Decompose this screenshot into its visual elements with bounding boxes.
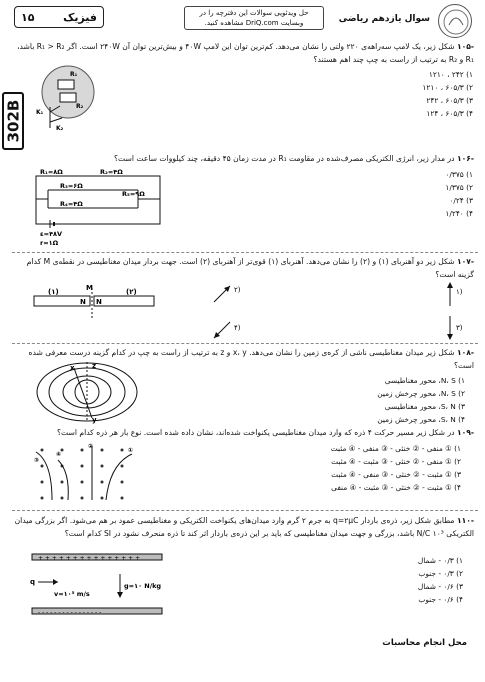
question-text: مطابق شکل زیر، ذره‌ی باردار q=۲μC به جرم ۲ گرم وارد میدان‌های یکنواخت الکتریکی و مغناطیسی عمود بر هم می‌شود. اگر بزرگی میدان الکتریکی ۱۰³ N/C باشد، بزرگی و جهت میدان مغناطیسی که باید بر این ذره‌ی باردار اثر کند تا ذره منحرف نشود در SI کدام است؟ <box>14 516 474 538</box>
option-4[interactable]: ۴) ① مثبت - ② خنثی - ③ مثبت - ④ منفی <box>331 483 461 492</box>
question-106 <box>14 152 474 165</box>
question-text: در شکل زیر مسیر حرکت ۴ ذره که وارد میدان مغناطیسی یکنواخت شده‌اند، نشان داده شده است. نوع بار هر ذره کدام است؟ <box>57 428 455 437</box>
particle-paths-figure <box>32 442 136 502</box>
option-4[interactable]: ۴) ۰/۶ - جنوب <box>418 595 463 604</box>
question-number: -۱۱۰ <box>456 516 474 525</box>
divider <box>12 252 478 253</box>
option-3[interactable]: ۳) S، N، محور مغناطیسی <box>384 402 465 411</box>
option-4[interactable]: ۴) <box>234 324 241 332</box>
option-1[interactable]: ۱) ① منفی - ② خنثی - ③ منفی - ④ مثبت <box>330 444 461 453</box>
option-4[interactable]: ۴) ۱/۲۴۰ <box>445 209 473 218</box>
q107-option-arrows-right <box>440 278 474 344</box>
svg-text:+ + + + + + + + + + + + + + +: + + + + + + + + + + + + + + + <box>38 555 141 562</box>
resistor-r3-label: R₃=۶Ω <box>60 182 83 190</box>
question-109 <box>14 426 474 439</box>
question-110 <box>14 514 474 540</box>
option-4[interactable]: ۴) S، N، محور چرخش زمین <box>377 415 465 424</box>
option-2[interactable]: ۲) <box>234 286 241 294</box>
q110-options <box>363 554 463 606</box>
velocity-label: v=۱۰⁵ m/s <box>54 590 90 598</box>
option-1[interactable]: ۱) N، S، محور مغناطیسی <box>384 376 465 385</box>
booklet-title: سوال یازدهم ریاضی <box>338 14 430 24</box>
question-number: -۱۰۹ <box>456 428 474 437</box>
internal-resistance-label: r=۱Ω <box>40 239 59 247</box>
svg-text:K₁: K₁ <box>36 109 44 116</box>
point-m-label: M <box>86 284 93 292</box>
question-number: -۱۰۶ <box>456 154 474 163</box>
option-1[interactable]: ۱) <box>456 288 463 296</box>
option-2[interactable]: ۲) N، S، محور چرخش زمین <box>377 389 465 398</box>
option-2[interactable]: ۲) ۱/۳۷۵ <box>445 183 473 192</box>
pole-n-left: N <box>80 298 86 306</box>
page-header <box>14 6 472 36</box>
question-text: شکل زیر دو آهنربای (۱) و (۲) را نشان می‌دهد. آهنربای (۱) قوی‌تر از آهنربای (۲) است. جهت بردار میدان مغناطیسی در نقطه‌ی M کدام گزینه است؟ <box>26 257 474 279</box>
question-number: -۱۰۵ <box>456 42 474 51</box>
option-2[interactable]: ۲) ۰/۳ - جنوب <box>418 569 463 578</box>
circuit-106-figure <box>30 166 170 248</box>
option-1[interactable]: ۱) ۰/۳ - شمال <box>417 556 463 565</box>
resistor-r5-label: R₅=۹Ω <box>122 190 145 198</box>
booklet-code: 302B <box>2 92 24 150</box>
three-way-lamp-figure <box>30 62 104 132</box>
option-1[interactable]: ۱) ۰/۳۷۵ <box>445 170 473 179</box>
scratch-area-title: محل انجام محاسبات <box>382 638 467 648</box>
capacitor-field-figure <box>28 552 178 616</box>
svg-text:③: ③ <box>34 457 40 464</box>
resistor-r4-label: R₄=۴Ω <box>60 200 83 208</box>
svg-text:y: y <box>92 416 97 424</box>
svg-text:R₂: R₂ <box>76 103 84 110</box>
svg-text:①: ① <box>128 447 134 454</box>
earth-magnetic-field-figure <box>32 360 142 424</box>
question-text: شکل زیر میدان مغناطیسی ناشی از کره‌ی زمین را نشان می‌دهد. x، y و z به ترتیب از راست به چپ در کدام گزینه درست معرفی شده است؟ <box>28 348 474 370</box>
option-3[interactable]: ۳) ① مثبت - ② خنثی - ③ منفی - ④ مثبت <box>331 470 461 479</box>
charge-label: q <box>30 578 36 586</box>
svg-text:z: z <box>92 362 97 370</box>
q106-options <box>393 168 473 220</box>
svg-text:④: ④ <box>56 451 62 458</box>
resistor-r1-label: R₁=۸Ω <box>40 168 63 176</box>
svg-text:x: x <box>70 364 75 372</box>
question-text: در مدار زیر، انرژی الکتریکی مصرف‌شده در مقاومت R₁ در مدت زمان ۴۵ دقیقه، چند کیلووات ساعت است؟ <box>113 154 455 163</box>
subject-title: فیزیک <box>63 10 97 24</box>
question-text: شکل زیر، یک لامپ سه‌راهه‌ی ۲۲۰ ولتی را نشان می‌دهد. کم‌ترین توان این لامپ ۴۰W و بیش‌ترین توان آن ۲۴۰W است. اگر R₁ > R₂ باشد، R₁ و R₂ به ترتیب از راست به چپ چند اهم هستند؟ <box>17 42 474 64</box>
option-3[interactable]: ۳) ۰/۶ - شمال <box>417 582 463 591</box>
option-1[interactable]: ۱) ۲۴۲ ، ۱۲۱۰ <box>428 70 473 79</box>
question-number: -۱۰۸ <box>456 348 474 357</box>
video-notice <box>184 6 324 30</box>
svg-text:R₁: R₁ <box>70 71 78 78</box>
page-number: ۱۵ <box>21 10 35 24</box>
q105-options <box>323 68 473 120</box>
q108-options <box>295 374 465 426</box>
option-3[interactable]: ۳) ۰/۲۴ <box>449 196 473 205</box>
pole-n-right: N <box>96 298 102 306</box>
divider <box>12 510 478 511</box>
brand-logo-icon <box>438 4 472 38</box>
option-4[interactable]: ۴) ۶۰۵/۳ ، ۱۲۴ <box>426 109 473 118</box>
magnet-2-label: (۲) <box>126 288 137 296</box>
emf-label: ε=۴۸V <box>40 230 63 238</box>
magnets-figure <box>30 284 170 324</box>
q109-options <box>271 442 461 494</box>
notice-line-1: حل ویدئویی سوالات این دفترچه را در <box>199 9 309 17</box>
notice-line-2: وبسایت DriQ.com مشاهده کنید. <box>204 19 304 27</box>
q107-option-arrows-left <box>210 278 270 344</box>
option-3[interactable]: ۳) <box>456 324 463 332</box>
svg-text:②: ② <box>88 443 94 450</box>
svg-text:K₂: K₂ <box>56 125 64 132</box>
option-2[interactable]: ۲) ① منفی - ② خنثی - ③ مثبت - ④ مثبت <box>331 457 461 466</box>
divider <box>12 343 478 344</box>
option-3[interactable]: ۳) ۶۰۵/۳ ، ۲۴۲ <box>426 96 473 105</box>
magnet-1-label: (۱) <box>48 288 59 296</box>
resistor-r2-label: R₂=۴Ω <box>100 168 123 176</box>
svg-text:- - - - - - - - - - - - - - -: - - - - - - - - - - - - - - - - <box>38 609 102 616</box>
option-2[interactable]: ۲) ۶۰۵/۳ ، ۱۲۱۰ <box>422 83 473 92</box>
subject-box <box>14 6 104 28</box>
question-number: -۱۰۷ <box>456 257 474 266</box>
gravity-label: g=۱۰ N/kg <box>124 582 162 590</box>
